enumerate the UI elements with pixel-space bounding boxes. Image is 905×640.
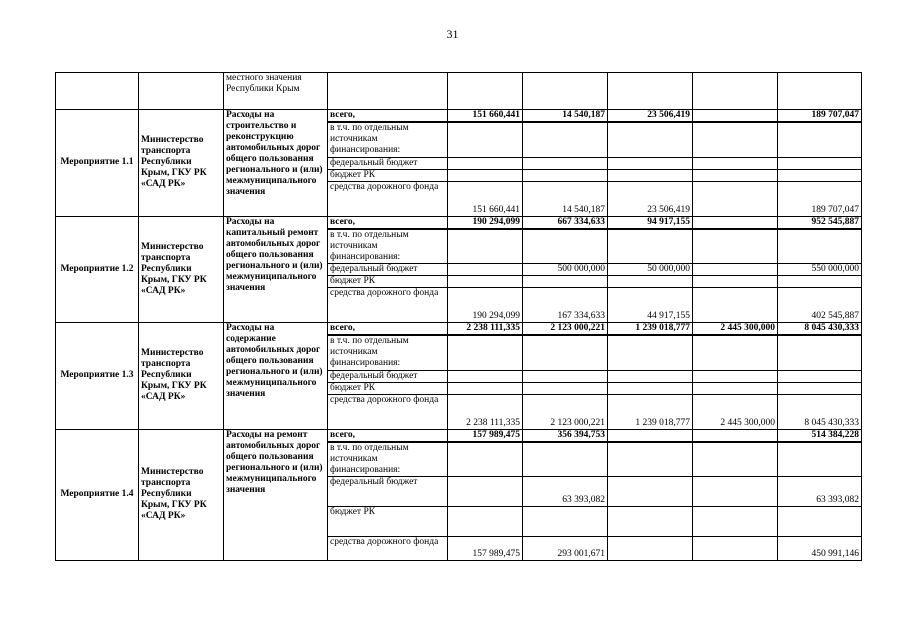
funding-source-label: бюджет РК	[328, 276, 448, 288]
amount-cell	[608, 442, 693, 477]
funding-source-label: в т.ч. по отдельным источникам финансирования:	[328, 335, 448, 370]
amount-cell	[523, 442, 608, 477]
amount-cell: 402 545,887	[778, 288, 862, 323]
amount-cell: 23 506,419	[608, 110, 693, 123]
cell-empty	[608, 73, 693, 110]
amount-cell	[693, 288, 778, 323]
amount-cell	[778, 442, 862, 477]
amount-cell	[693, 442, 778, 477]
amount-cell	[523, 507, 608, 537]
amount-cell	[693, 122, 778, 157]
responsible-org: Министерство транспорта Республики Крым, ГКУ РК «САД РК»	[139, 216, 224, 323]
funding-source-label: всего,	[328, 110, 448, 123]
amount-cell	[778, 382, 862, 394]
amount-cell: 63 393,082	[523, 477, 608, 507]
amount-cell	[608, 229, 693, 264]
amount-cell: 50 000,000	[608, 264, 693, 276]
amount-cell	[778, 157, 862, 169]
amount-cell	[693, 229, 778, 264]
budget-table	[55, 72, 862, 561]
amount-cell	[448, 157, 523, 169]
amount-cell: 514 384,228	[778, 429, 862, 442]
amount-cell: 167 334,633	[523, 288, 608, 323]
amount-cell: 500 000,000	[523, 264, 608, 276]
amount-cell	[778, 169, 862, 181]
amount-cell	[693, 216, 778, 229]
cell-empty	[778, 73, 862, 110]
amount-cell	[448, 477, 523, 507]
amount-cell	[608, 157, 693, 169]
amount-cell	[693, 276, 778, 288]
cell-empty	[448, 73, 523, 110]
amount-cell	[693, 507, 778, 537]
amount-cell: 1 239 018,777	[608, 394, 693, 429]
amount-cell: 157 989,475	[448, 537, 523, 561]
amount-cell	[608, 429, 693, 442]
funding-source-label: всего,	[328, 216, 448, 229]
amount-cell	[523, 370, 608, 382]
funding-source-label: в т.ч. по отдельным источникам финансирования:	[328, 442, 448, 477]
amount-cell	[693, 477, 778, 507]
amount-cell	[778, 370, 862, 382]
amount-cell	[778, 335, 862, 370]
amount-cell: 952 545,887	[778, 216, 862, 229]
amount-cell	[608, 477, 693, 507]
amount-cell	[608, 382, 693, 394]
measure-id: Мероприятие 1.2	[56, 216, 139, 323]
page-number: 31	[446, 27, 459, 41]
amount-cell	[608, 169, 693, 181]
amount-cell: 94 917,155	[608, 216, 693, 229]
measure-description: Расходы на строительство и реконструкцию автомобильных дорог общего пользования регионального и (или) межмуниципального значения	[224, 110, 328, 217]
cell-empty	[523, 73, 608, 110]
funding-source-label: средства дорожного фонда	[328, 394, 448, 429]
amount-cell: 190 294,099	[448, 288, 523, 323]
amount-cell	[778, 507, 862, 537]
amount-cell: 550 000,000	[778, 264, 862, 276]
amount-cell	[693, 335, 778, 370]
amount-cell	[608, 276, 693, 288]
amount-cell: 190 294,099	[448, 216, 523, 229]
amount-cell: 14 540,187	[523, 181, 608, 216]
amount-cell	[448, 507, 523, 537]
amount-cell	[448, 335, 523, 370]
amount-cell: 293 001,671	[523, 537, 608, 561]
amount-cell	[778, 276, 862, 288]
amount-cell	[693, 429, 778, 442]
amount-cell	[448, 276, 523, 288]
amount-cell	[523, 157, 608, 169]
measure-description: Расходы на содержание автомобильных дорог общего пользования регионального и (или) межмуниципального значения	[224, 323, 328, 430]
amount-cell: 2 123 000,221	[523, 323, 608, 336]
amount-cell	[448, 264, 523, 276]
amount-cell: 356 394,753	[523, 429, 608, 442]
amount-cell	[693, 169, 778, 181]
funding-source-label: всего,	[328, 323, 448, 336]
funding-source-label: федеральный бюджет	[328, 477, 448, 507]
measure-id: Мероприятие 1.1	[56, 110, 139, 217]
amount-cell	[608, 537, 693, 561]
amount-cell: 450 991,146	[778, 537, 862, 561]
amount-cell: 2 238 111,335	[448, 394, 523, 429]
amount-cell	[448, 382, 523, 394]
amount-cell	[523, 229, 608, 264]
funding-source-label: федеральный бюджет	[328, 370, 448, 382]
amount-cell: 151 660,441	[448, 110, 523, 123]
amount-cell	[523, 169, 608, 181]
amount-cell	[778, 229, 862, 264]
funding-source-label: средства дорожного фонда	[328, 181, 448, 216]
cell-empty	[693, 73, 778, 110]
funding-source-label: бюджет РК	[328, 382, 448, 394]
cell-empty	[56, 73, 139, 110]
table-row	[56, 110, 862, 123]
amount-cell	[608, 335, 693, 370]
amount-cell: 189 707,047	[778, 110, 862, 123]
amount-cell: 2 123 000,221	[523, 394, 608, 429]
amount-cell	[448, 122, 523, 157]
funding-source-label: бюджет РК	[328, 507, 448, 537]
table-row	[56, 216, 862, 229]
amount-cell: 157 989,475	[448, 429, 523, 442]
amount-cell	[523, 122, 608, 157]
amount-cell: 23 506,419	[608, 181, 693, 216]
amount-cell	[693, 110, 778, 123]
responsible-org: Министерство транспорта Республики Крым, ГКУ РК «САД РК»	[139, 323, 224, 430]
amount-cell	[693, 157, 778, 169]
amount-cell: 14 540,187	[523, 110, 608, 123]
responsible-org: Министерство транспорта Республики Крым, ГКУ РК «САД РК»	[139, 110, 224, 217]
continuation-row	[56, 73, 862, 110]
table-row	[56, 429, 862, 442]
funding-source-label: всего,	[328, 429, 448, 442]
amount-cell: 1 239 018,777	[608, 323, 693, 336]
table-row	[56, 323, 862, 336]
amount-cell	[448, 169, 523, 181]
amount-cell	[693, 370, 778, 382]
funding-source-label: федеральный бюджет	[328, 157, 448, 169]
amount-cell: 63 393,082	[778, 477, 862, 507]
measure-description: Расходы на ремонт автомобильных дорог общего пользования регионального и (или) межмуниципального значения	[224, 429, 328, 561]
amount-cell	[693, 382, 778, 394]
amount-cell	[448, 442, 523, 477]
amount-cell: 8 045 430,333	[778, 323, 862, 336]
amount-cell	[778, 122, 862, 157]
amount-cell: 2 238 111,335	[448, 323, 523, 336]
funding-source-label: федеральный бюджет	[328, 264, 448, 276]
cell-empty	[328, 73, 448, 110]
amount-cell: 189 707,047	[778, 181, 862, 216]
funding-source-label: средства дорожного фонда	[328, 288, 448, 323]
measure-id: Мероприятие 1.4	[56, 429, 139, 561]
amount-cell	[693, 264, 778, 276]
amount-cell: 151 660,441	[448, 181, 523, 216]
amount-cell	[523, 335, 608, 370]
funding-source-label: средства дорожного фонда	[328, 537, 448, 561]
amount-cell: 667 334,633	[523, 216, 608, 229]
amount-cell	[448, 229, 523, 264]
amount-cell	[608, 507, 693, 537]
continuation-text: местного значения Республики Крым	[224, 73, 328, 110]
amount-cell	[523, 276, 608, 288]
amount-cell	[608, 122, 693, 157]
measure-description: Расходы на капитальный ремонт автомобильных дорог общего пользования регионального и (или) межмуниципального значения	[224, 216, 328, 323]
amount-cell: 2 445 300,000	[693, 394, 778, 429]
amount-cell	[693, 181, 778, 216]
amount-cell: 8 045 430,333	[778, 394, 862, 429]
amount-cell: 2 445 300,000	[693, 323, 778, 336]
amount-cell	[523, 382, 608, 394]
amount-cell: 44 917,155	[608, 288, 693, 323]
amount-cell	[448, 370, 523, 382]
cell-empty	[139, 73, 224, 110]
funding-source-label: в т.ч. по отдельным источникам финансирования:	[328, 229, 448, 264]
funding-source-label: в т.ч. по отдельным источникам финансирования:	[328, 122, 448, 157]
measure-id: Мероприятие 1.3	[56, 323, 139, 430]
amount-cell	[693, 537, 778, 561]
funding-source-label: бюджет РК	[328, 169, 448, 181]
amount-cell	[608, 370, 693, 382]
responsible-org: Министерство транспорта Республики Крым, ГКУ РК «САД РК»	[139, 429, 224, 561]
